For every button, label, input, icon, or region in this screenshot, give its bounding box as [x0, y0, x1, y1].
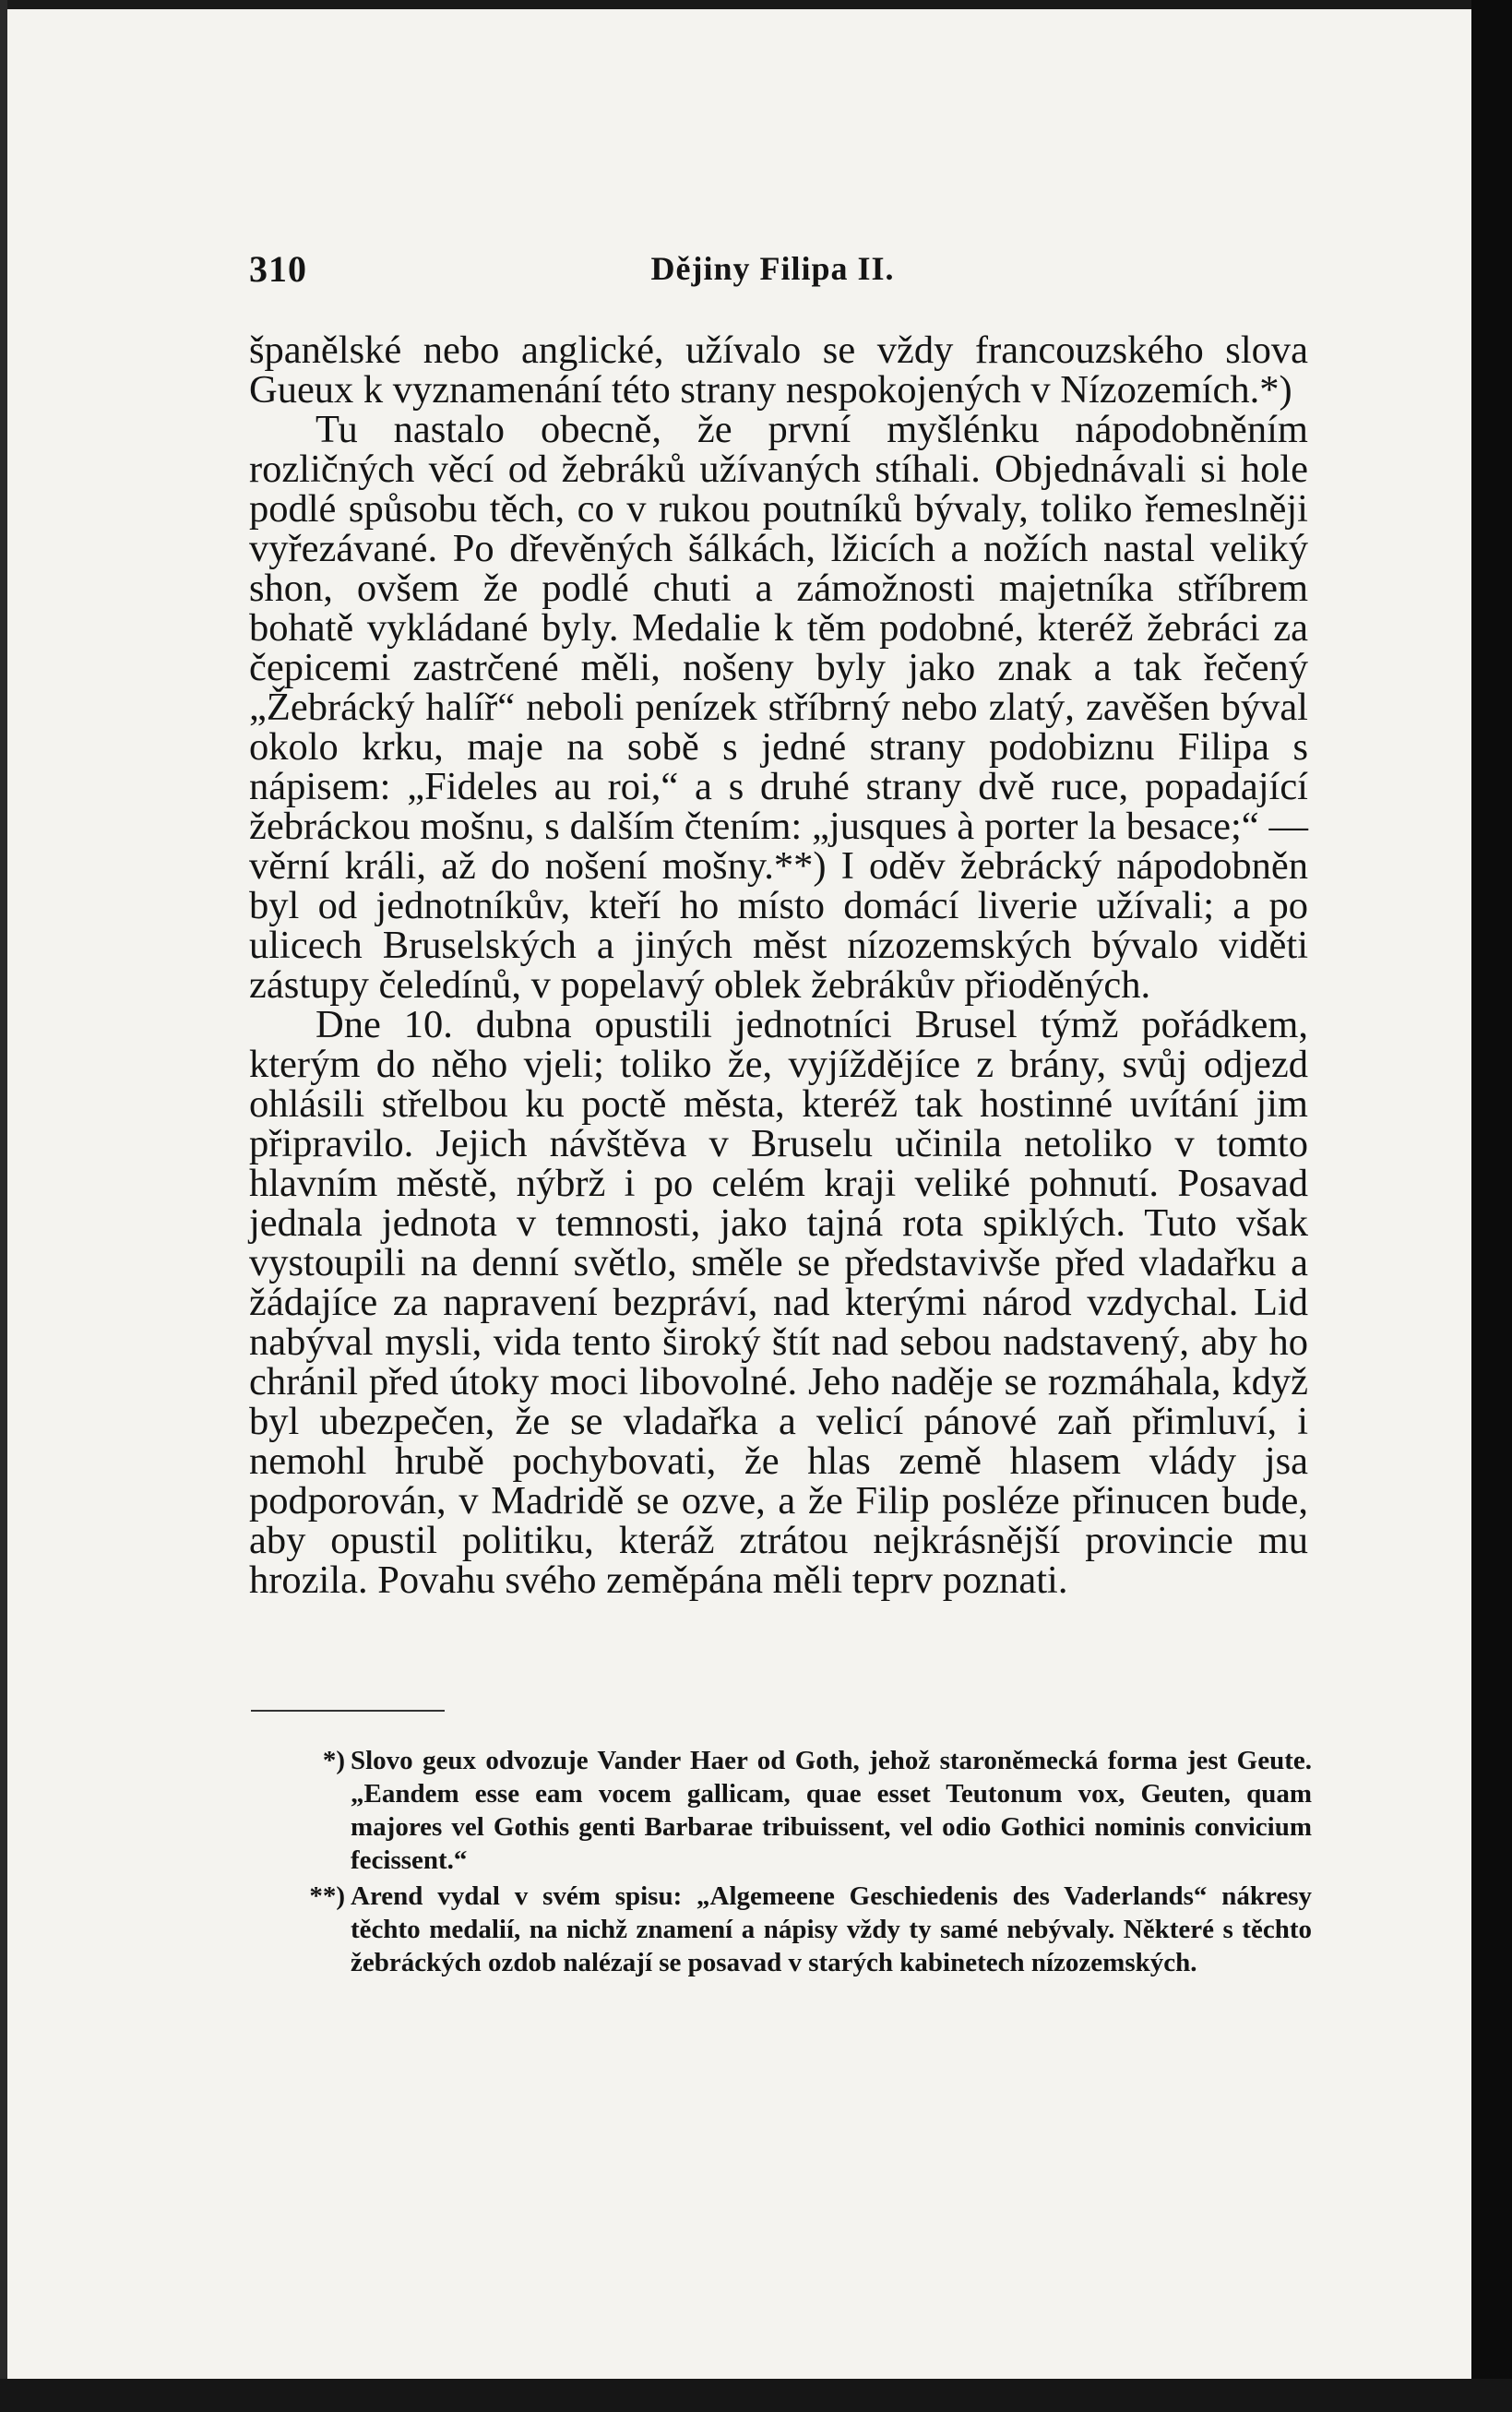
- footnote: [297, 1744, 1312, 1877]
- scan-edge-right: [1471, 0, 1512, 2412]
- page-number: 310: [249, 248, 307, 290]
- main-text: [249, 330, 1308, 1600]
- footnote-text: Slovo geux odvozuje Vander Haer od Goth, jehož staroněmecká forma jest Geute. „Eandem esse eam vocem gallicam, quae esset Teutonum vox, Geuten, quam majores vel Gothis genti Barbarae tribuissent, vel odio Gothici nominis convicium fecissent.“: [351, 1746, 1312, 1875]
- footnotes: [297, 1744, 1312, 1982]
- paragraph: Dne 10. dubna opustili jednotníci Brusel týmž pořádkem, kterým do něho vjeli; toliko že, vyjíždějíce z brány, svůj odjezd ohlásili střelbou ku poctě města, kteréž tak hostinné uvítání jim připravilo. Jejich návštěva v Bruselu učinila netoliko v tomto hlavním městě, nýbrž i po celém kraji veliké pohnutí. Posavad jednala jednota v temnosti, jako tajná rota spiklých. Tuto však vystoupili na denní světlo, směle se představivše před vladařku a žádajíce za napravení bezpráví, nad kterými národ vzdychal. Lid nabýval mysli, vida tento široký štít nad sebou nadstavený, aby ho chránil před útoky moci libovolné. Jeho naděje se rozmáhala, když byl ubezpečen, že se vladařka a velicí pánové zaň přimluví, i nemohl hrubě pochybovati, že hlas země hlasem vlády jsa podporován, v Madridě se ozve, a že Filip posléze přinucen bude, aby opustil politiku, kteráž ztrátou nejkrásnější provincie mu hrozila. Povahu svého zeměpána měli teprv poznati.: [249, 1003, 1308, 1602]
- footnote-text: Arend vydal v svém spisu: „Algemeene Geschiedenis des Vaderlands“ nákresy těchto medalií, na nichž znamení a nápisy vždy ty samé nebývaly. Některé s těchto žebráckých ozdob nalézají se posavad v starých kabinetech nízozemských.: [351, 1881, 1312, 1977]
- scan-edge-top: [0, 0, 1512, 9]
- footnote-separator: [251, 1710, 445, 1712]
- footnote-mark: **): [309, 1881, 345, 1911]
- running-title: Dějiny Filipa II.: [650, 250, 895, 287]
- paragraph: španělské nebo anglické, užívalo se vždy francouzského slova Gueux k vyznamenání této strany nespokojených v Nízozemích.*): [249, 328, 1308, 412]
- paragraph: Tu nastalo obecně, že první myšlénku nápodobněním rozličných věcí od žebráků užívaných stíhali. Objednávali si hole podlé spůsobu těch, co v rukou poutníků bývaly, toliko řemeslněji vyřezávané. Po dřevěných šálkách, lžicích a nožích nastal veliký shon, ovšem že podlé chuti a zámožnosti majetníka stříbrem bohatě vykládané byly. Medalie k těm podobné, kteréž žebráci za čepicemi zastrčené měli, nošeny byly jako znak a tak řečený „Žebrácký halíř“ neboli penízek stříbrný nebo zlatý, zavěšen býval okolo krku, maje na sobě s jedné strany podobiznu Filipa s nápisem: „Fideles au roi,“ a s druhé strany dvě ruce, popadající žebráckou mošnu, s dalším čtením: „jusques à porter la besace;“ — věrní králi, až do nošení mošny.**) I oděv žebrácký nápodobněn byl od jednotníkův, kteří ho místo domácí liverie užívali; a po ulicech Bruselských a jiných měst nízozemských bývalo viděti zástupy čeledínů, v popelavý oblek žebrákův přioděných.: [249, 408, 1308, 1007]
- scan-edge-bottom: [0, 2379, 1512, 2412]
- footnote: [297, 1880, 1312, 1979]
- footnote-mark: *): [322, 1746, 345, 1775]
- page-header: [249, 247, 1296, 303]
- scan-edge-left: [0, 0, 7, 2412]
